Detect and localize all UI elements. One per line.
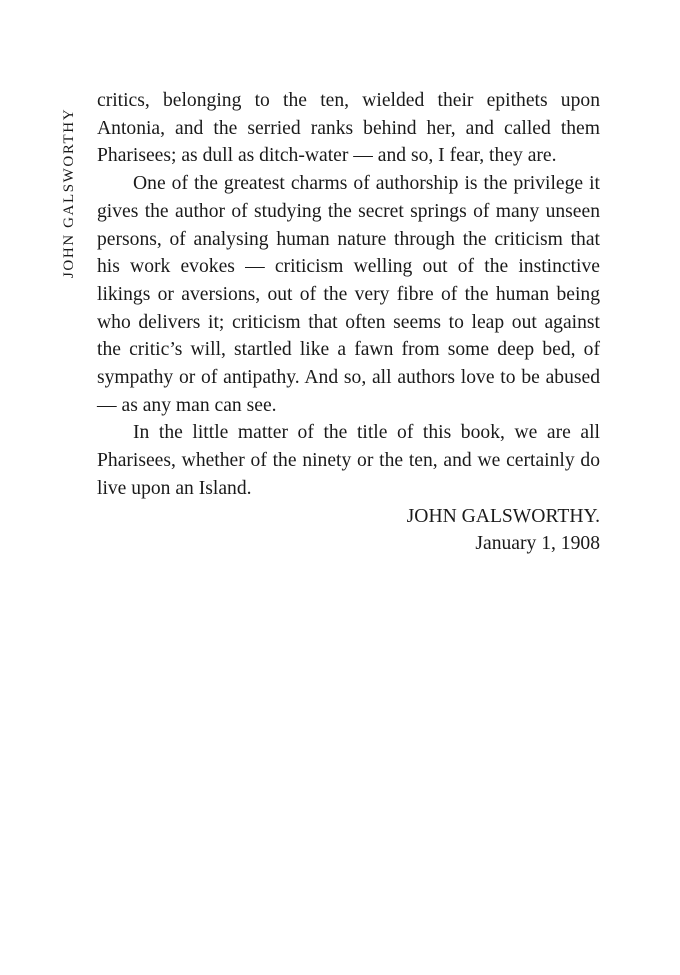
paragraph-title: In the little matter of the title of this book, we are all Pharisees, whether of the ninety or the ten, and we certainly do live upon an Island. bbox=[97, 422, 600, 499]
paragraph-authorship: One of the greatest charms of authorship is the privilege it gives the author of studying the secret springs of many unseen persons, of analysing human nature through the criticism that his work evokes — criticism welling out of the instinctive likings or aversions, out of the very fibre of the human being who delivers it; criticism that often seems to leap out against the critic’s will, startled like a fawn from some deep bed, of sympathy or of antipathy. And so, all authors love to be abused — as any man can see. bbox=[97, 173, 600, 416]
signature-date: January 1, 1908 bbox=[475, 533, 600, 555]
running-head-text: JOHN GALSWORTHY bbox=[61, 107, 77, 278]
body-text bbox=[97, 87, 600, 558]
paragraph-continued: critics, belonging to the ten, wielded their epithets upon Antonia, and the serried ranks behind her, and called them Pharisees; as dull as ditch-water — and so, I fear, they are. bbox=[97, 90, 600, 167]
author-signature: JOHN GALSWORTHY. bbox=[406, 505, 600, 527]
running-head bbox=[58, 88, 80, 278]
